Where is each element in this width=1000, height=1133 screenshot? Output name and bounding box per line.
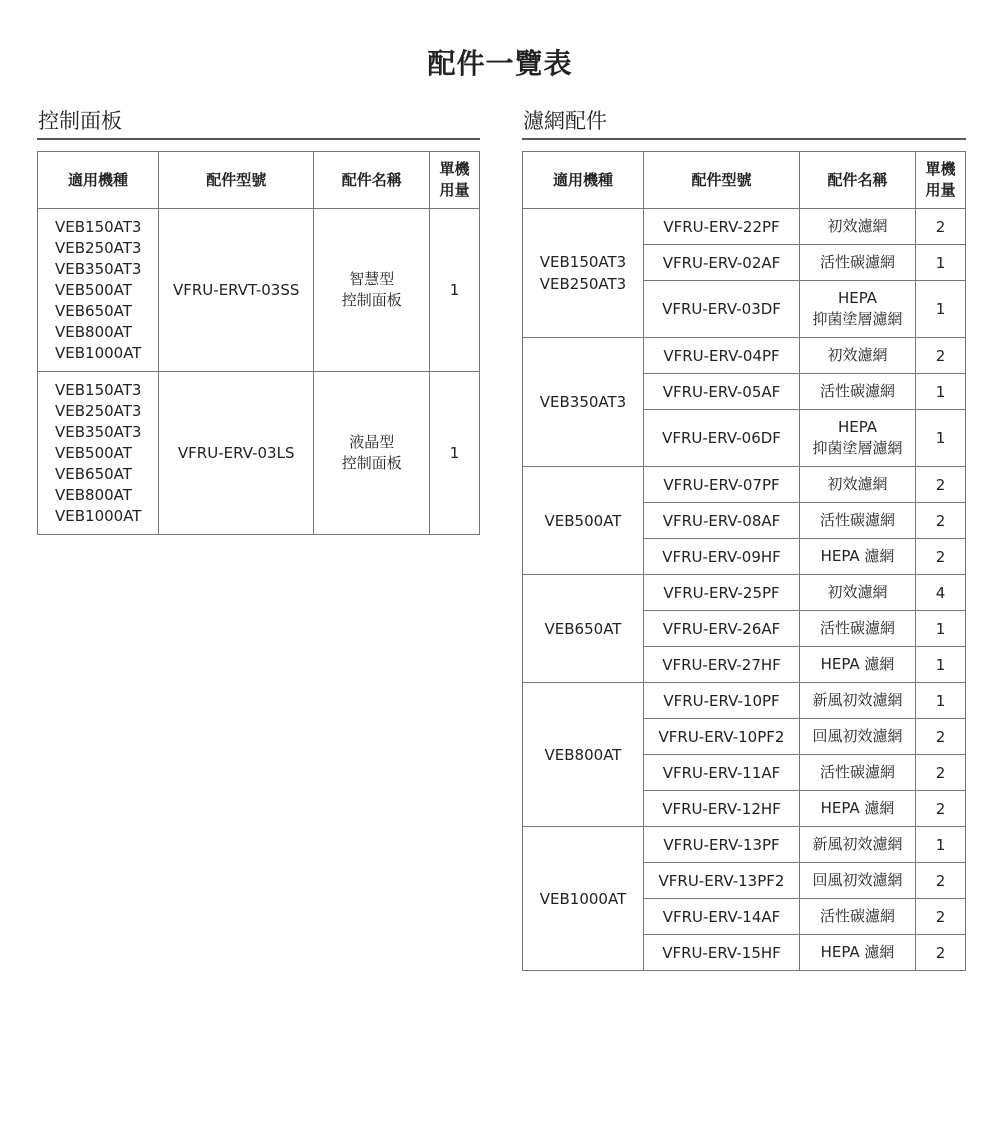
- quantity-cell: 1: [430, 209, 480, 372]
- quantity-cell: 1: [916, 281, 966, 338]
- table-row: [523, 575, 966, 611]
- part-number-cell: VFRU-ERV-25PF: [644, 575, 800, 611]
- part-name-cell: [800, 467, 916, 503]
- header-part-number: 配件型號: [644, 152, 800, 209]
- model-name: VEB650AT: [55, 464, 132, 483]
- model-name: VEB500AT: [55, 443, 132, 462]
- part-name-line: 活性碳濾網: [819, 382, 895, 400]
- part-name-line: HEPA 濾網: [820, 547, 895, 565]
- table-row: [38, 372, 480, 535]
- filters-title: 濾網配件: [522, 108, 966, 140]
- model-name: VEB650AT: [544, 619, 622, 638]
- part-number-cell: VFRU-ERV-26AF: [644, 611, 800, 647]
- part-name-cell: [800, 374, 916, 410]
- table-header-row: [38, 152, 480, 209]
- part-name-line: 液晶型: [349, 433, 395, 451]
- table-row: [523, 683, 966, 719]
- page-title: 配件一覽表: [427, 47, 573, 80]
- part-name-line: 新風初效濾網: [812, 835, 903, 853]
- part-name-cell: [800, 647, 916, 683]
- part-number-cell: VFRU-ERV-13PF: [644, 827, 800, 863]
- quantity-cell: 2: [916, 899, 966, 935]
- table-row: [38, 209, 480, 372]
- part-name-cell: [800, 719, 916, 755]
- header-part-name: 配件名稱: [800, 152, 916, 209]
- part-number-cell: VFRU-ERV-22PF: [644, 209, 800, 245]
- header-part-number: 配件型號: [158, 152, 314, 209]
- control-panel-table: [37, 151, 480, 535]
- part-name-cell: [800, 209, 916, 245]
- model-name: VEB1000AT: [55, 506, 142, 525]
- model-name: VEB650AT: [55, 301, 132, 320]
- part-name-cell: [800, 503, 916, 539]
- models-cell: [38, 372, 159, 535]
- model-name: VEB1000AT: [539, 889, 627, 908]
- part-name-cell: [800, 245, 916, 281]
- part-name-cell: [314, 372, 430, 535]
- model-name: VEB800AT: [544, 745, 622, 764]
- part-name-line: 抑菌塗層濾網: [812, 310, 903, 328]
- part-number-cell: VFRU-ERVT-03SS: [158, 209, 314, 372]
- part-name-cell: [800, 611, 916, 647]
- part-name-cell: [800, 410, 916, 467]
- part-number-cell: VFRU-ERV-02AF: [644, 245, 800, 281]
- part-number-cell: VFRU-ERV-13PF2: [644, 863, 800, 899]
- model-name: VEB350AT3: [55, 259, 142, 278]
- model-name: VEB250AT3: [539, 275, 627, 293]
- part-number-cell: VFRU-ERV-27HF: [644, 647, 800, 683]
- part-name-line: 初效濾網: [827, 217, 888, 235]
- part-name-line: HEPA: [837, 418, 878, 436]
- part-name-line: 控制面板: [341, 291, 402, 309]
- quantity-cell: 2: [916, 539, 966, 575]
- table-row: [523, 338, 966, 374]
- part-number-cell: VFRU-ERV-09HF: [644, 539, 800, 575]
- part-number-cell: VFRU-ERV-03DF: [644, 281, 800, 338]
- model-name: VEB250AT3: [55, 238, 142, 257]
- header-quantity: 單機用量: [916, 152, 966, 209]
- table-row: [523, 209, 966, 245]
- part-name-cell: [800, 755, 916, 791]
- models-cell: [523, 575, 644, 683]
- quantity-cell: 2: [916, 467, 966, 503]
- part-number-cell: VFRU-ERV-15HF: [644, 935, 800, 971]
- part-name-cell: [800, 863, 916, 899]
- part-name-cell: [314, 209, 430, 372]
- quantity-cell: 1: [916, 611, 966, 647]
- part-name-cell: [800, 338, 916, 374]
- model-name: VEB350AT3: [539, 393, 627, 411]
- table-row: [523, 467, 966, 503]
- part-name-line: 回風初效濾網: [812, 727, 903, 745]
- control-panel-section: [37, 108, 480, 535]
- quantity-cell: 2: [916, 863, 966, 899]
- quantity-cell: 2: [916, 719, 966, 755]
- quantity-cell: 1: [916, 245, 966, 281]
- model-name: VEB150AT3: [55, 217, 142, 236]
- part-name-cell: [800, 899, 916, 935]
- part-name-line: 抑菌塗層濾網: [812, 439, 903, 457]
- quantity-cell: 2: [916, 935, 966, 971]
- part-number-cell: VFRU-ERV-06DF: [644, 410, 800, 467]
- part-name-line: 活性碳濾網: [819, 511, 895, 529]
- part-name-line: HEPA: [837, 289, 878, 307]
- part-name-cell: [800, 827, 916, 863]
- filters-section: [522, 108, 966, 971]
- model-name: VEB150AT3: [539, 253, 627, 271]
- part-name-line: HEPA 濾網: [820, 655, 895, 673]
- quantity-cell: 4: [916, 575, 966, 611]
- quantity-cell: 2: [916, 791, 966, 827]
- model-name: VEB150AT3: [55, 380, 142, 399]
- header-part-name: 配件名稱: [314, 152, 430, 209]
- quantity-cell: 1: [916, 647, 966, 683]
- quantity-cell: 1: [916, 374, 966, 410]
- part-name-line: 活性碳濾網: [819, 763, 895, 781]
- part-name-cell: [800, 281, 916, 338]
- part-name-line: HEPA 濾網: [820, 943, 895, 961]
- part-number-cell: VFRU-ERV-08AF: [644, 503, 800, 539]
- quantity-cell: 1: [916, 410, 966, 467]
- models-cell: [523, 683, 644, 827]
- part-name-line: 初效濾網: [827, 475, 888, 493]
- part-name-line: 智慧型: [349, 270, 395, 288]
- part-name-line: 新風初效濾網: [812, 691, 903, 709]
- part-name-line: 活性碳濾網: [819, 253, 895, 271]
- part-number-cell: VFRU-ERV-14AF: [644, 899, 800, 935]
- header-models: 適用機種: [523, 152, 644, 209]
- model-name: VEB500AT: [55, 280, 132, 299]
- part-name-line: 活性碳濾網: [819, 907, 895, 925]
- table-row: [523, 827, 966, 863]
- filters-table: [522, 151, 966, 971]
- quantity-cell: 2: [916, 755, 966, 791]
- models-cell: [523, 827, 644, 971]
- quantity-cell: 1: [430, 372, 480, 535]
- part-name-cell: [800, 935, 916, 971]
- part-name-line: 初效濾網: [827, 346, 888, 364]
- part-number-cell: VFRU-ERV-05AF: [644, 374, 800, 410]
- part-name-cell: [800, 791, 916, 827]
- part-name-line: 回風初效濾網: [812, 871, 903, 889]
- part-name-line: 活性碳濾網: [819, 619, 895, 637]
- model-name: VEB1000AT: [55, 343, 142, 362]
- header-models: 適用機種: [38, 152, 159, 209]
- part-number-cell: VFRU-ERV-03LS: [158, 372, 314, 535]
- quantity-cell: 1: [916, 683, 966, 719]
- model-name: VEB800AT: [55, 322, 132, 341]
- part-name-line: 初效濾網: [827, 583, 888, 601]
- model-name: VEB500AT: [544, 511, 622, 530]
- part-number-cell: VFRU-ERV-04PF: [644, 338, 800, 374]
- part-number-cell: VFRU-ERV-10PF: [644, 683, 800, 719]
- models-cell: [38, 209, 159, 372]
- model-name: VEB800AT: [55, 485, 132, 504]
- part-name-cell: [800, 539, 916, 575]
- part-number-cell: VFRU-ERV-12HF: [644, 791, 800, 827]
- header-quantity: 單機用量: [430, 152, 480, 209]
- table-header-row: [523, 152, 966, 209]
- part-name-cell: [800, 575, 916, 611]
- part-number-cell: VFRU-ERV-10PF2: [644, 719, 800, 755]
- part-number-cell: VFRU-ERV-07PF: [644, 467, 800, 503]
- part-name-line: 控制面板: [341, 454, 402, 472]
- quantity-cell: 2: [916, 338, 966, 374]
- part-number-cell: VFRU-ERV-11AF: [644, 755, 800, 791]
- quantity-cell: 2: [916, 503, 966, 539]
- model-name: VEB350AT3: [55, 422, 142, 441]
- models-cell: [523, 467, 644, 575]
- quantity-cell: 1: [916, 827, 966, 863]
- models-cell: [523, 209, 644, 338]
- control-panel-title: 控制面板: [37, 108, 480, 140]
- model-name: VEB250AT3: [55, 401, 142, 420]
- models-cell: [523, 338, 644, 467]
- quantity-cell: 2: [916, 209, 966, 245]
- part-name-line: HEPA 濾網: [820, 799, 895, 817]
- part-name-cell: [800, 683, 916, 719]
